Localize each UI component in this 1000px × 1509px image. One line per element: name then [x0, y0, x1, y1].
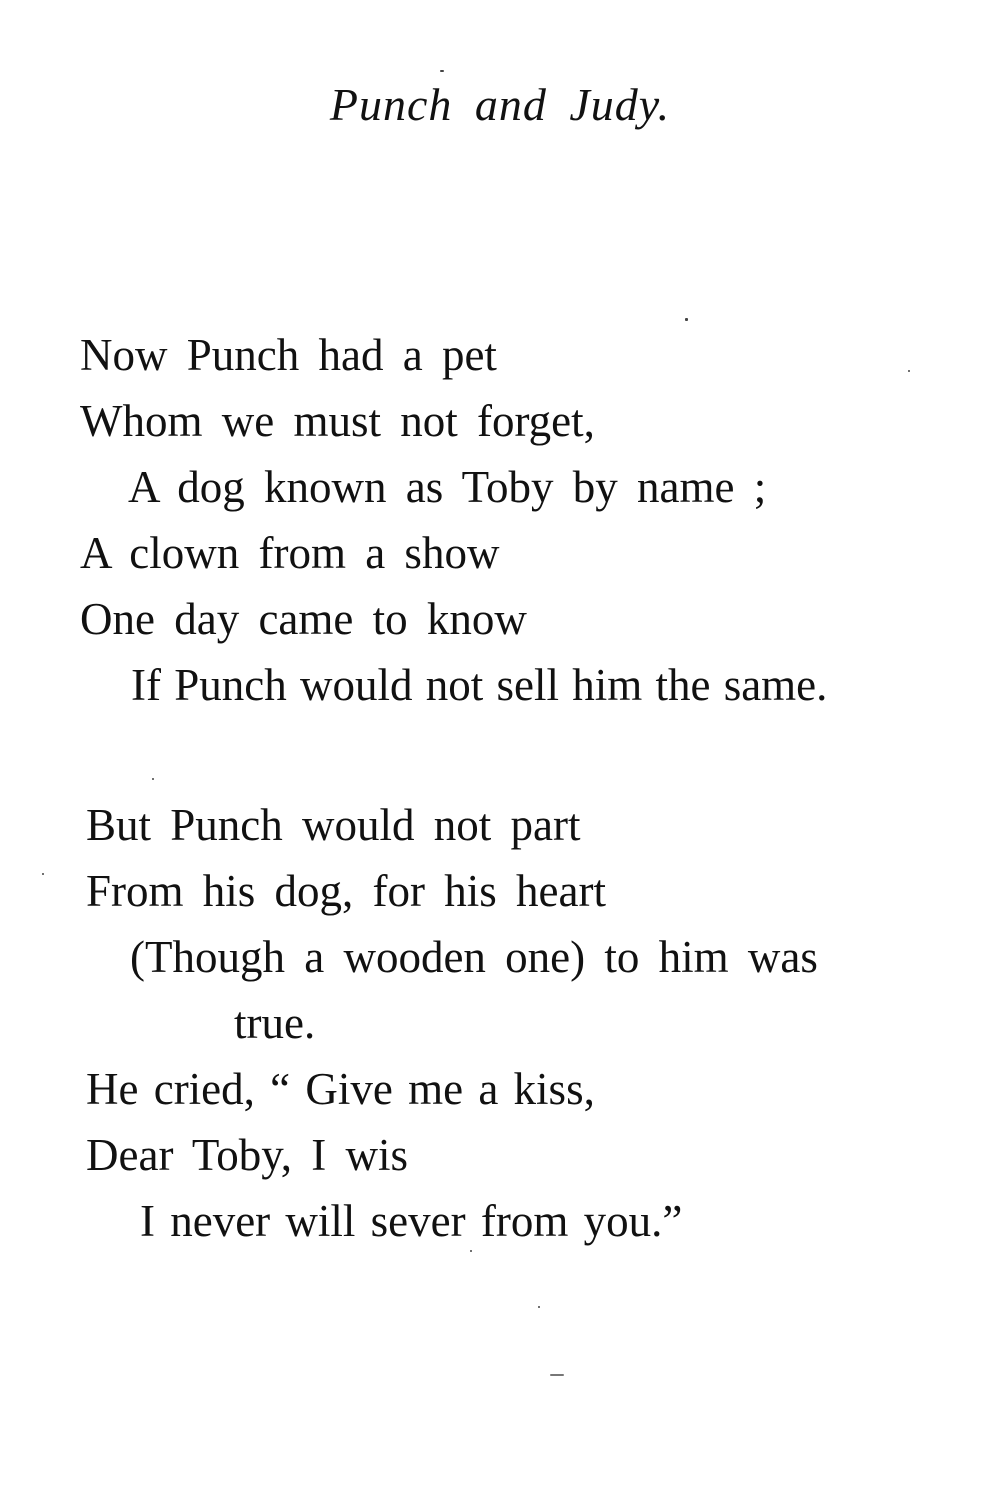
- scan-speck: [42, 873, 44, 875]
- verse-line: If Punch would not sell him the same.: [131, 660, 828, 710]
- verse-line: From his dog, for his heart: [86, 866, 606, 916]
- scan-speck: [685, 318, 688, 321]
- verse-line: But Punch would not part: [86, 800, 581, 850]
- verse-line: Whom we must not forget,: [80, 396, 595, 446]
- verse-line: true.: [234, 998, 316, 1048]
- scan-speck: [470, 1250, 472, 1252]
- verse-line: He cried, “ Give me a kiss,: [86, 1064, 595, 1114]
- verse-line: Now Punch had a pet: [80, 330, 497, 380]
- verse-line: (Though a wooden one) to him was: [130, 932, 818, 982]
- scan-speck: [908, 370, 910, 372]
- scan-speck: [440, 70, 444, 72]
- scan-speck: [538, 1306, 540, 1308]
- verse-line: One day came to know: [80, 594, 527, 644]
- verse-line: A dog known as Toby by name ;: [128, 462, 767, 512]
- scan-speck: [152, 778, 154, 780]
- poem-title: Punch and Judy.: [329, 79, 671, 130]
- verse-line: Dear Toby, I wis: [86, 1130, 409, 1180]
- verse-line: A clown from a show: [80, 528, 500, 578]
- verse-line: I never will sever from you.”: [140, 1196, 683, 1246]
- scan-speck: [550, 1374, 564, 1376]
